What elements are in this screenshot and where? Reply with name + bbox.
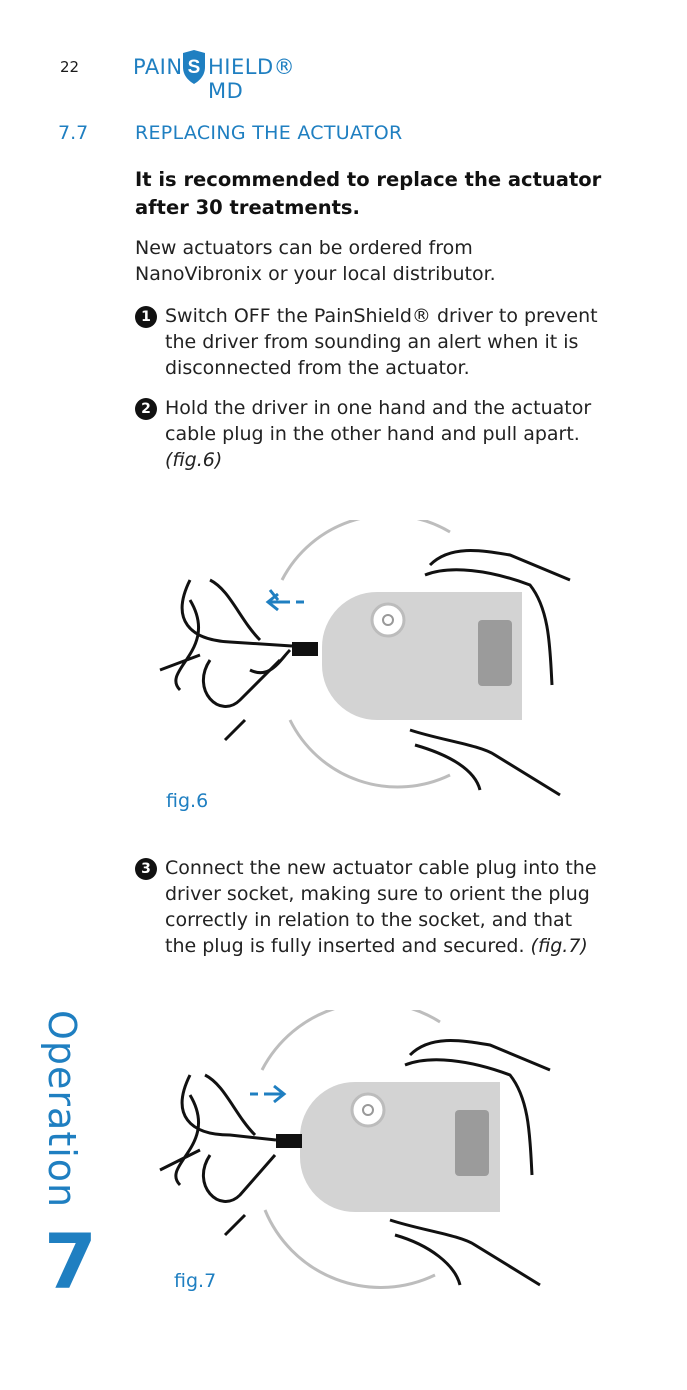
figure-6-label: fig.6 <box>166 790 209 812</box>
section-number: 7.7 <box>58 122 89 144</box>
cable-plug <box>276 1134 302 1148</box>
device-screen <box>478 620 512 686</box>
logo-text-pain: PAIN <box>133 55 183 79</box>
chapter-tab-title: Operation <box>40 1010 84 1209</box>
step-number-badge: 1 <box>135 306 157 328</box>
device-button <box>352 1094 384 1126</box>
svg-text:S: S <box>187 57 201 78</box>
figure-reference: (fig.7) <box>530 935 588 957</box>
device-screen <box>455 1110 489 1176</box>
chapter-number: 7 <box>44 1217 97 1306</box>
step-2 <box>135 395 605 473</box>
device-button <box>372 604 404 636</box>
step-text: Hold the driver in one hand and the actuator cable plug in the other hand and pull apart. <box>165 397 592 445</box>
ordering-paragraph: New actuators can be ordered from NanoVibronix or your local distributor. <box>135 237 496 285</box>
logo-text-hield: HIELD® MD <box>208 55 296 103</box>
section-title: REPLACING THE ACTUATOR <box>135 122 403 144</box>
step-number-badge: 2 <box>135 398 157 420</box>
step-1 <box>135 303 605 381</box>
figure-6-illustration <box>150 520 590 800</box>
step-text: Switch OFF the PainShield® driver to prevent the driver from sounding an alert when it is disconnected from the actuator. <box>165 305 598 379</box>
shield-logo-icon <box>181 50 207 84</box>
intro-statement: It is recommended to replace the actuator after 30 treatments. <box>135 168 602 219</box>
step-text: Connect the new actuator cable plug into the driver socket, making sure to orient the plug correctly in relation to the socket, and that the plug is fully inserted and secured. <box>165 857 597 957</box>
figure-reference: (fig.6) <box>165 449 223 471</box>
figure-7-label: fig.7 <box>174 1270 217 1292</box>
page-number: 22 <box>60 58 80 76</box>
painshield-logo <box>133 50 323 103</box>
step-3 <box>135 855 605 959</box>
step-number-badge: 3 <box>135 858 157 880</box>
figure-7-illustration <box>150 1010 590 1300</box>
